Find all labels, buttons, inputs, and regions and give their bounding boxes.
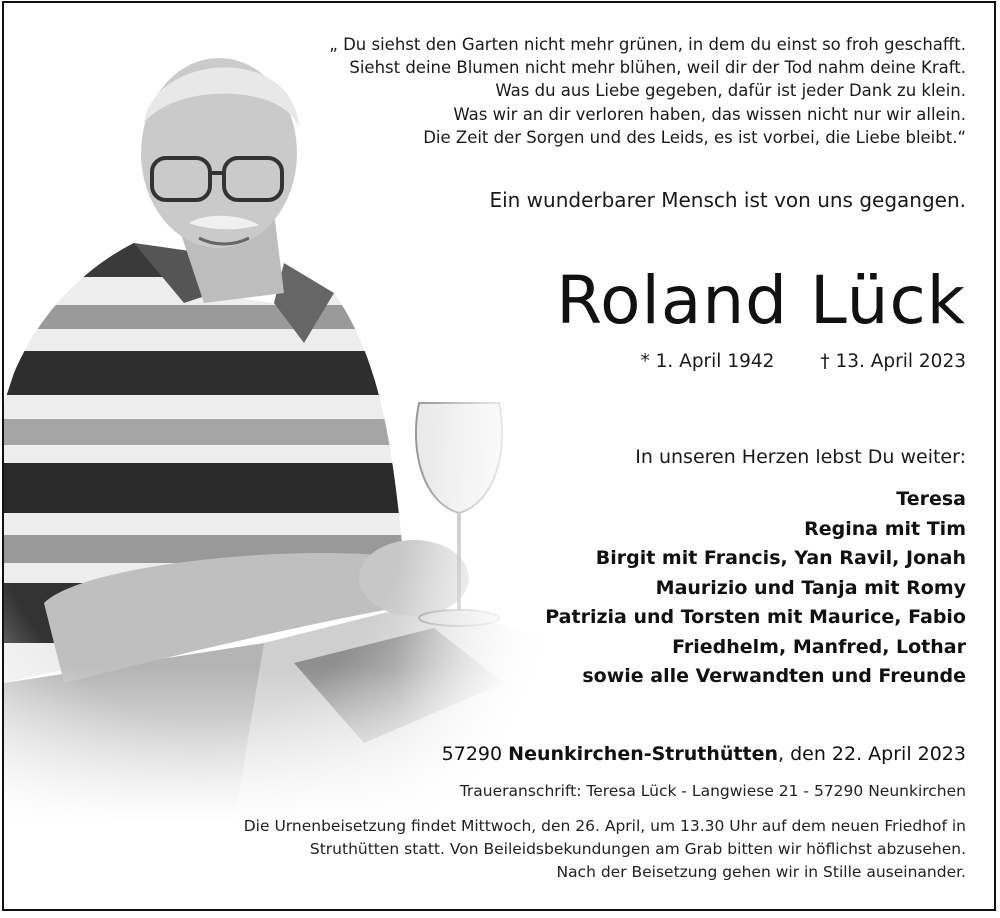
burial-notice — [244, 815, 966, 884]
poem — [206, 33, 966, 149]
notice-line: Nach der Beisetzung gehen wir in Stille auseinander. — [556, 863, 966, 881]
birth-date: * 1. April 1942 — [640, 351, 775, 372]
date: , den 22. April 2023 — [778, 743, 966, 765]
family-entry: Regina mit Tim — [804, 517, 966, 540]
place-date-line — [442, 743, 966, 765]
family-entry: Birgit mit Francis, Yan Ravil, Jonah — [595, 547, 966, 569]
poem-line: Die Zeit der Sorgen und des Leids, es ist vorbei, die Liebe bleibt.“ — [423, 127, 966, 147]
portrait-photo — [4, 43, 564, 823]
poem-line: Was du aus Liebe gegeben, dafür ist jeder Dank zu klein. — [495, 81, 966, 101]
poem-line: Siehst deine Blumen nicht mehr blühen, weil dir der Tod nahm deine Kraft. — [349, 58, 966, 78]
family-entry: Teresa — [896, 488, 966, 510]
deceased-name: Roland Lück — [556, 262, 966, 339]
lead-line: Ein wunderbarer Mensch ist von uns gegangen. — [489, 188, 966, 212]
notice-line: Struthütten statt. Von Beileidsbekundungen am Grab bitten wir höflichst abzusehen. — [309, 840, 966, 858]
life-dates — [641, 351, 967, 372]
family-entry: Friedhelm, Manfred, Lothar — [672, 635, 966, 658]
postcode: 57290 — [441, 743, 503, 765]
poem-line: Was wir an dir verloren haben, das wissen nicht nur wir allein. — [453, 104, 966, 124]
family-entry: Maurizio und Tanja mit Romy — [655, 576, 966, 599]
town: Neunkirchen-Struthütten — [508, 743, 778, 765]
family-list — [545, 485, 966, 692]
death-date: † 13. April 2023 — [820, 351, 966, 372]
notice-line: Die Urnenbeisetzung findet Mittwoch, den 26. April, um 13.30 Uhr auf dem neuen Friedhof in — [243, 817, 966, 835]
hearts-line: In unseren Herzen lebst Du weiter: — [635, 446, 966, 468]
mourning-address: Traueranschrift: Teresa Lück - Langwiese 21 - 57290 Neunkirchen — [459, 782, 966, 800]
family-entry: sowie alle Verwandten und Freunde — [582, 665, 966, 687]
poem-line: „ Du siehst den Garten nicht mehr grünen, in dem du einst so froh geschafft. — [329, 35, 966, 54]
obituary-notice — [2, 1, 996, 911]
family-entry: Patrizia und Torsten mit Maurice, Fabio — [545, 606, 966, 628]
